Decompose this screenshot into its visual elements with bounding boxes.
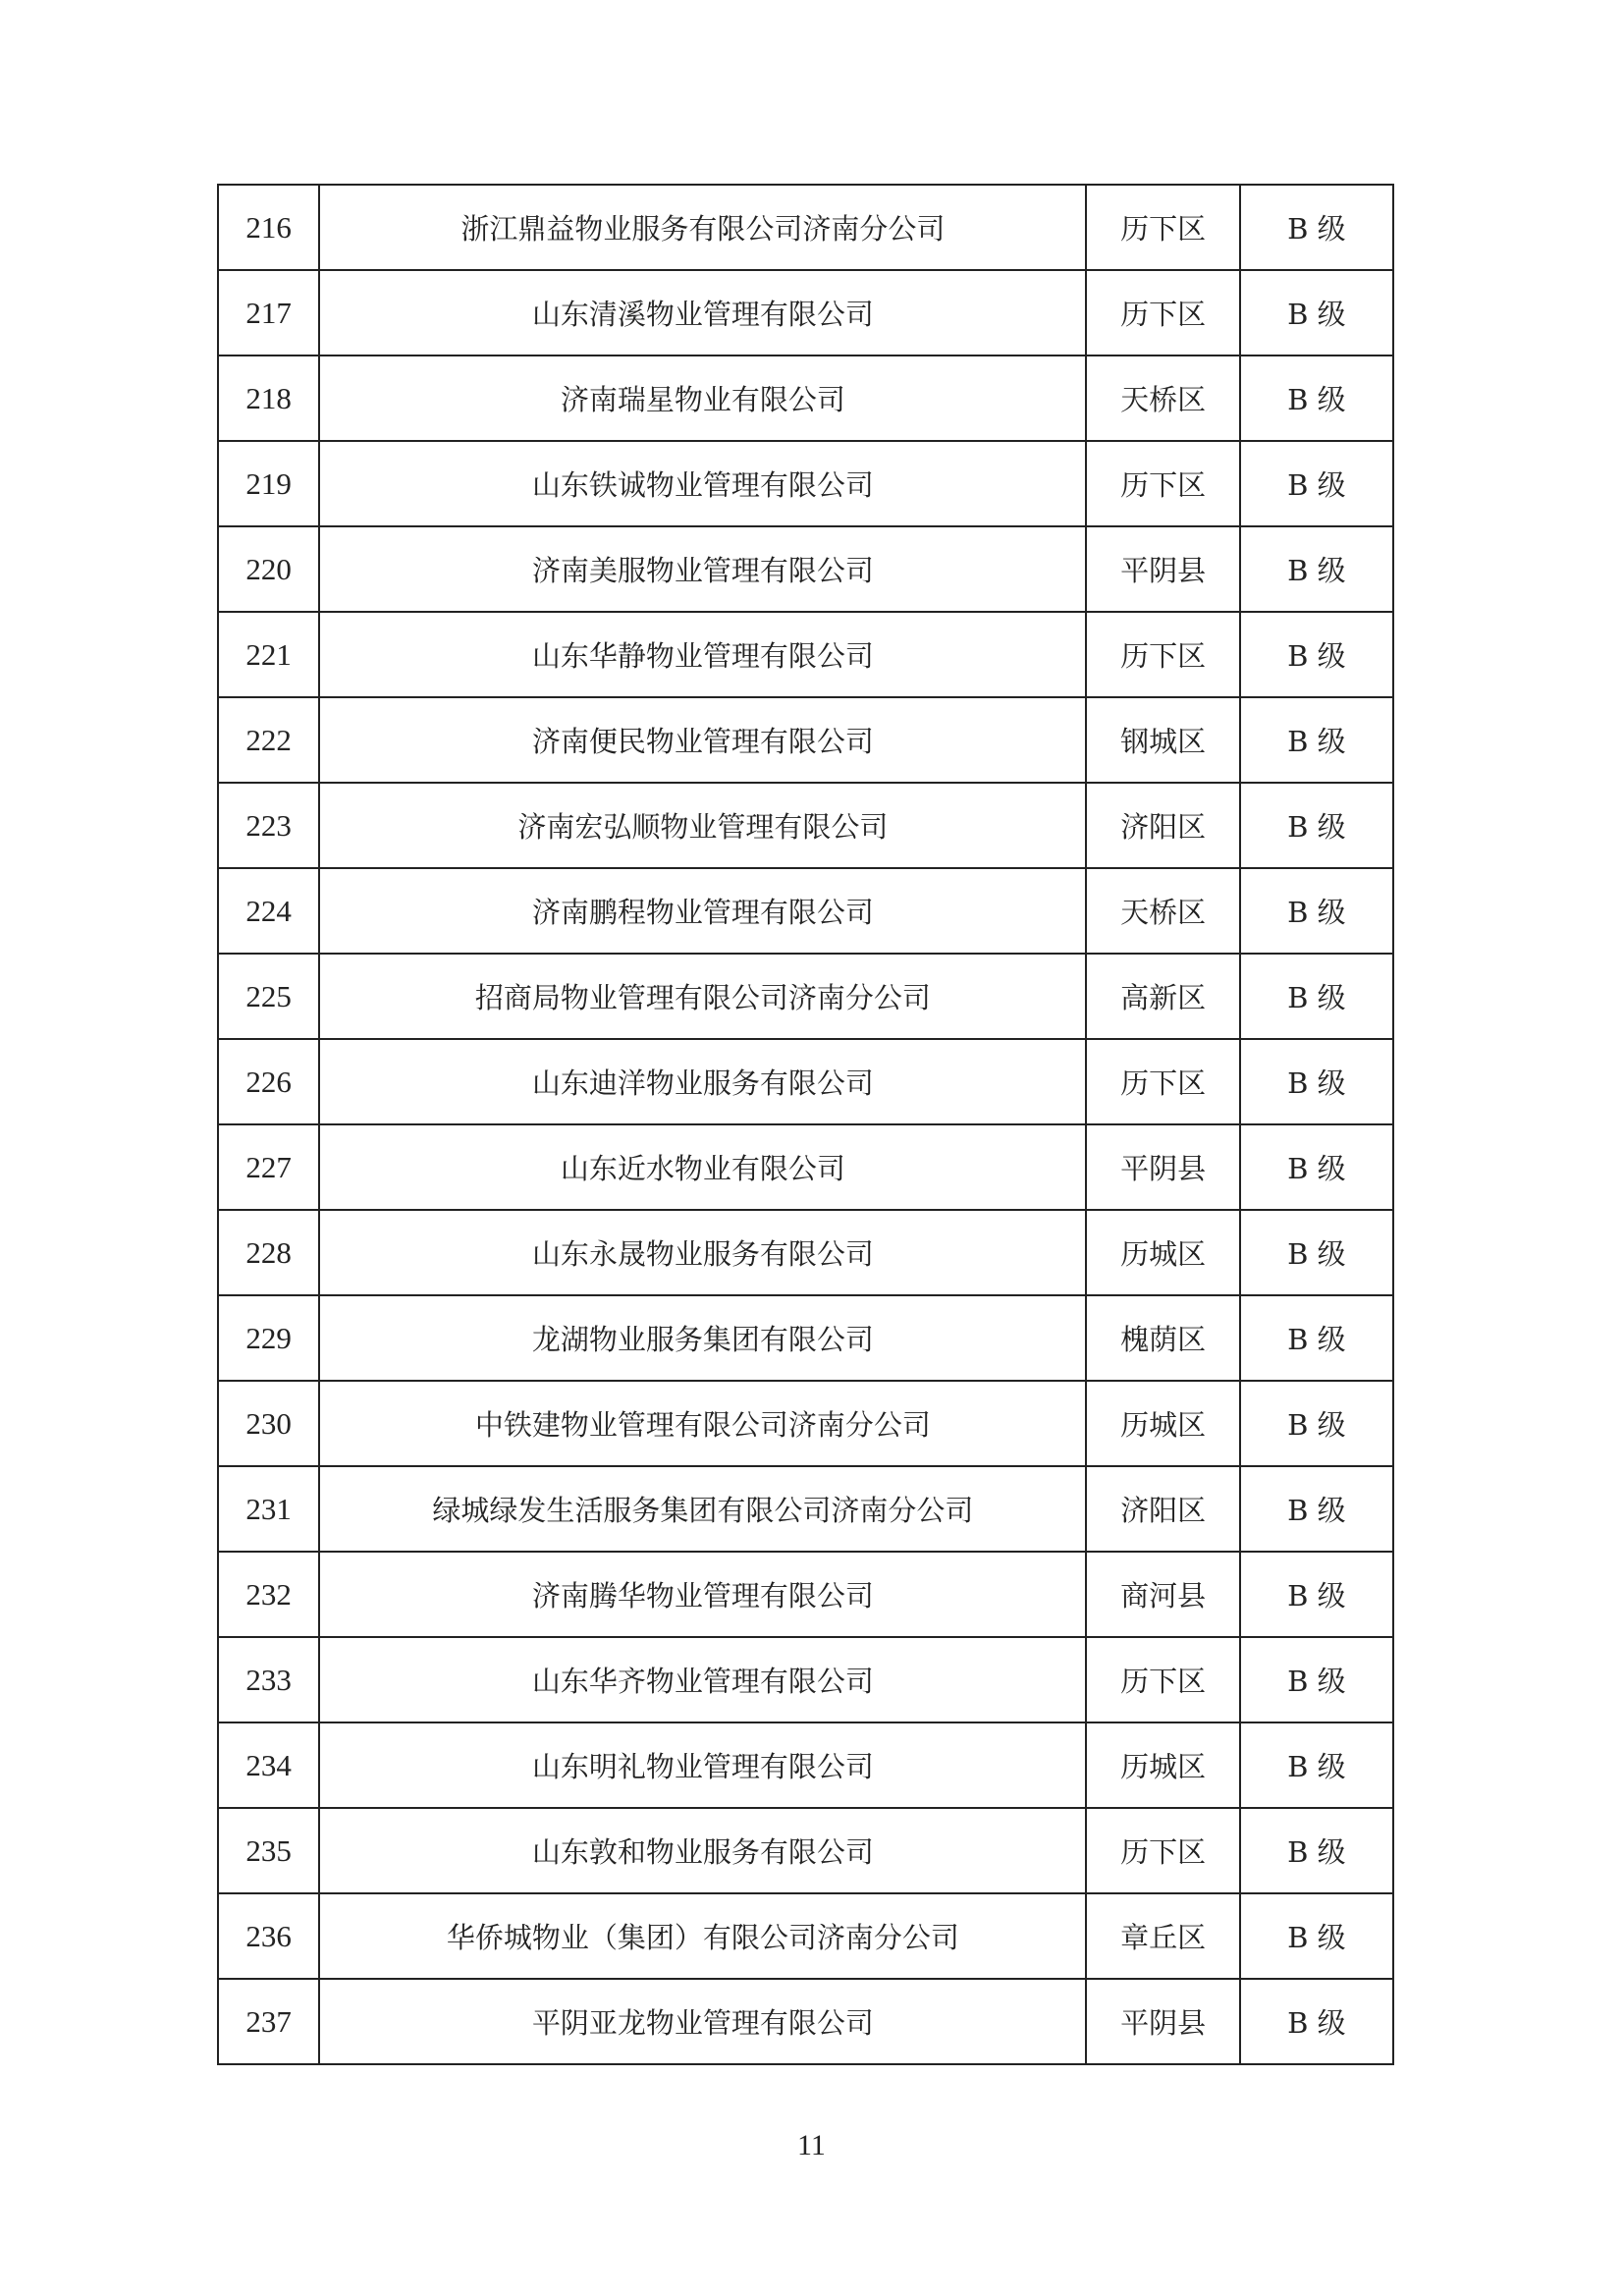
district-cell: 济阳区 — [1086, 1466, 1239, 1552]
grade-cell: B 级 — [1240, 1722, 1393, 1808]
district-cell: 历城区 — [1086, 1381, 1239, 1466]
grade-cell: B 级 — [1240, 954, 1393, 1039]
grade-cell: B 级 — [1240, 1808, 1393, 1893]
company-name-cell: 招商局物业管理有限公司济南分公司 — [319, 954, 1086, 1039]
table-row — [218, 1210, 1393, 1295]
table-row — [218, 1979, 1393, 2064]
company-name-cell: 山东清溪物业管理有限公司 — [319, 270, 1086, 355]
district-cell: 平阴县 — [1086, 1124, 1239, 1210]
grade-cell: B 级 — [1240, 1466, 1393, 1552]
company-name-cell: 济南宏弘顺物业管理有限公司 — [319, 783, 1086, 868]
company-name-cell: 绿城绿发生活服务集团有限公司济南分公司 — [319, 1466, 1086, 1552]
grade-cell: B 级 — [1240, 526, 1393, 612]
district-cell: 历下区 — [1086, 612, 1239, 697]
grade-cell: B 级 — [1240, 1039, 1393, 1124]
row-number-cell: 236 — [218, 1893, 319, 1979]
table-row — [218, 526, 1393, 612]
company-name-cell: 山东永晟物业服务有限公司 — [319, 1210, 1086, 1295]
table-row — [218, 1295, 1393, 1381]
district-cell: 章丘区 — [1086, 1893, 1239, 1979]
district-cell: 济阳区 — [1086, 783, 1239, 868]
grade-cell: B 级 — [1240, 783, 1393, 868]
company-name-cell: 山东明礼物业管理有限公司 — [319, 1722, 1086, 1808]
table-row — [218, 1552, 1393, 1637]
table-row — [218, 1893, 1393, 1979]
company-name-cell: 山东迪洋物业服务有限公司 — [319, 1039, 1086, 1124]
table-row — [218, 1039, 1393, 1124]
table-row — [218, 1381, 1393, 1466]
company-name-cell: 中铁建物业管理有限公司济南分公司 — [319, 1381, 1086, 1466]
grade-cell: B 级 — [1240, 1979, 1393, 2064]
grade-cell: B 级 — [1240, 1637, 1393, 1722]
grade-cell: B 级 — [1240, 868, 1393, 954]
district-cell: 商河县 — [1086, 1552, 1239, 1637]
table-row — [218, 441, 1393, 526]
table-row — [218, 185, 1393, 270]
grade-cell: B 级 — [1240, 270, 1393, 355]
grade-cell: B 级 — [1240, 1124, 1393, 1210]
grade-cell: B 级 — [1240, 1295, 1393, 1381]
grade-cell: B 级 — [1240, 697, 1393, 783]
table-row — [218, 868, 1393, 954]
district-cell: 历下区 — [1086, 185, 1239, 270]
district-cell: 历下区 — [1086, 1039, 1239, 1124]
row-number-cell: 219 — [218, 441, 319, 526]
company-name-cell: 浙江鼎益物业服务有限公司济南分公司 — [319, 185, 1086, 270]
row-number-cell: 237 — [218, 1979, 319, 2064]
company-rating-table — [217, 184, 1394, 2065]
row-number-cell: 227 — [218, 1124, 319, 1210]
company-name-cell: 山东铁诚物业管理有限公司 — [319, 441, 1086, 526]
grade-cell: B 级 — [1240, 185, 1393, 270]
company-name-cell: 济南便民物业管理有限公司 — [319, 697, 1086, 783]
row-number-cell: 228 — [218, 1210, 319, 1295]
table-row — [218, 1466, 1393, 1552]
row-number-cell: 221 — [218, 612, 319, 697]
company-name-cell: 济南美服物业管理有限公司 — [319, 526, 1086, 612]
district-cell: 历下区 — [1086, 1808, 1239, 1893]
row-number-cell: 222 — [218, 697, 319, 783]
grade-cell: B 级 — [1240, 441, 1393, 526]
grade-cell: B 级 — [1240, 612, 1393, 697]
table-row — [218, 1124, 1393, 1210]
company-name-cell: 济南瑞星物业有限公司 — [319, 355, 1086, 441]
table-row — [218, 697, 1393, 783]
table-row — [218, 1808, 1393, 1893]
table-row — [218, 1637, 1393, 1722]
company-name-cell: 山东敦和物业服务有限公司 — [319, 1808, 1086, 1893]
row-number-cell: 225 — [218, 954, 319, 1039]
row-number-cell: 235 — [218, 1808, 319, 1893]
grade-cell: B 级 — [1240, 355, 1393, 441]
district-cell: 历城区 — [1086, 1722, 1239, 1808]
district-cell: 平阴县 — [1086, 1979, 1239, 2064]
company-name-cell: 平阴亚龙物业管理有限公司 — [319, 1979, 1086, 2064]
grade-cell: B 级 — [1240, 1893, 1393, 1979]
district-cell: 平阴县 — [1086, 526, 1239, 612]
company-name-cell: 山东近水物业有限公司 — [319, 1124, 1086, 1210]
district-cell: 历下区 — [1086, 270, 1239, 355]
table-body — [218, 185, 1393, 2064]
table-row — [218, 270, 1393, 355]
row-number-cell: 220 — [218, 526, 319, 612]
table-row — [218, 612, 1393, 697]
district-cell: 历城区 — [1086, 1210, 1239, 1295]
page-number: 11 — [797, 2129, 826, 2161]
row-number-cell: 231 — [218, 1466, 319, 1552]
row-number-cell: 234 — [218, 1722, 319, 1808]
company-name-cell: 龙湖物业服务集团有限公司 — [319, 1295, 1086, 1381]
company-name-cell: 济南腾华物业管理有限公司 — [319, 1552, 1086, 1637]
row-number-cell: 217 — [218, 270, 319, 355]
district-cell: 高新区 — [1086, 954, 1239, 1039]
district-cell: 天桥区 — [1086, 355, 1239, 441]
table-row — [218, 1722, 1393, 1808]
company-name-cell: 济南鹏程物业管理有限公司 — [319, 868, 1086, 954]
company-name-cell: 山东华静物业管理有限公司 — [319, 612, 1086, 697]
table-row — [218, 783, 1393, 868]
row-number-cell: 224 — [218, 868, 319, 954]
row-number-cell: 232 — [218, 1552, 319, 1637]
district-cell: 历下区 — [1086, 1637, 1239, 1722]
grade-cell: B 级 — [1240, 1381, 1393, 1466]
company-name-cell: 山东华齐物业管理有限公司 — [319, 1637, 1086, 1722]
company-name-cell: 华侨城物业（集团）有限公司济南分公司 — [319, 1893, 1086, 1979]
row-number-cell: 233 — [218, 1637, 319, 1722]
table-row — [218, 954, 1393, 1039]
row-number-cell: 229 — [218, 1295, 319, 1381]
district-cell: 槐荫区 — [1086, 1295, 1239, 1381]
district-cell: 天桥区 — [1086, 868, 1239, 954]
grade-cell: B 级 — [1240, 1210, 1393, 1295]
row-number-cell: 223 — [218, 783, 319, 868]
row-number-cell: 226 — [218, 1039, 319, 1124]
district-cell: 钢城区 — [1086, 697, 1239, 783]
district-cell: 历下区 — [1086, 441, 1239, 526]
grade-cell: B 级 — [1240, 1552, 1393, 1637]
row-number-cell: 216 — [218, 185, 319, 270]
table-row — [218, 355, 1393, 441]
row-number-cell: 230 — [218, 1381, 319, 1466]
row-number-cell: 218 — [218, 355, 319, 441]
